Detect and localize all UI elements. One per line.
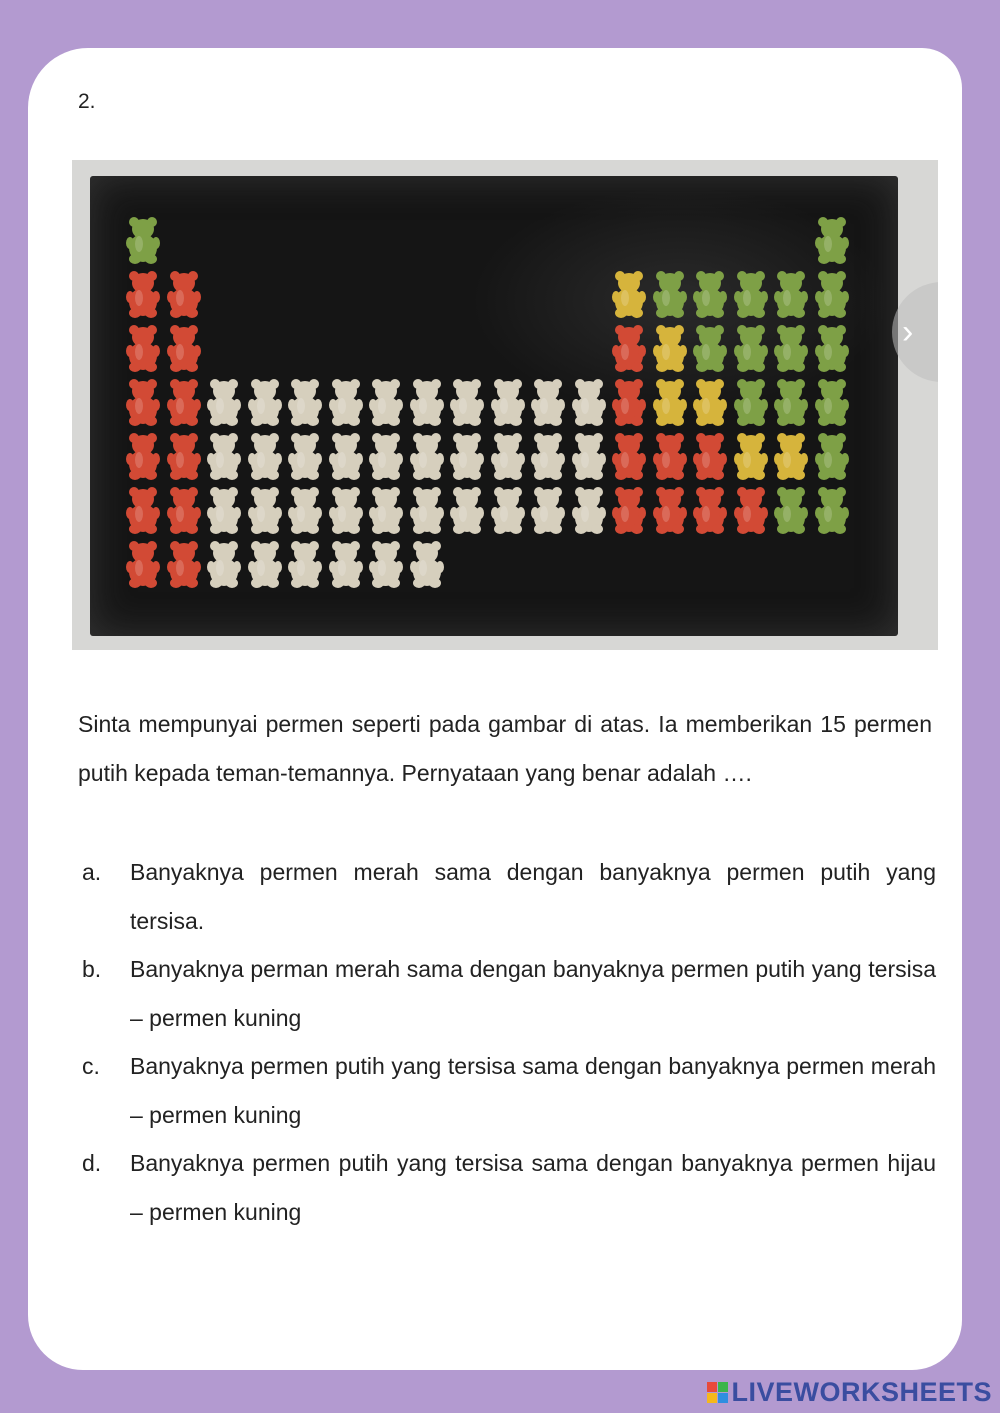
red-gummy-bear [167, 270, 201, 318]
white-gummy-bear [572, 486, 606, 534]
red-gummy-bear [167, 378, 201, 426]
question-text: Sinta mempunyai permen seperti pada gambar di atas. Ia memberikan 15 permen putih kepada teman-temannya. Pernyataan yang benar adalah …. [78, 711, 932, 786]
green-gummy-bear [774, 324, 808, 372]
white-gummy-bear [491, 378, 525, 426]
red-gummy-bear [653, 486, 687, 534]
white-gummy-bear [369, 432, 403, 480]
option-letter: a. [82, 859, 102, 885]
green-gummy-bear [815, 216, 849, 264]
yellow-gummy-bear [693, 378, 727, 426]
red-gummy-bear [126, 270, 160, 318]
white-gummy-bear [288, 378, 322, 426]
next-image-button[interactable] [892, 282, 938, 382]
white-gummy-bear [410, 486, 444, 534]
option-b[interactable] [82, 945, 936, 1042]
green-gummy-bear [774, 486, 808, 534]
yellow-gummy-bear [774, 432, 808, 480]
option-text: Banyaknya permen putih yang tersisa sama dengan banyaknya permen merah – permen kuning [130, 1053, 936, 1128]
red-gummy-bear [693, 486, 727, 534]
white-gummy-bear [207, 432, 241, 480]
yellow-gummy-bear [734, 432, 768, 480]
green-gummy-bear [734, 324, 768, 372]
white-gummy-bear [248, 486, 282, 534]
red-gummy-bear [612, 324, 646, 372]
option-letter: d. [82, 1150, 102, 1176]
option-text: Banyaknya perman merah sama dengan banyaknya permen putih yang tersisa – permen kuning [130, 956, 936, 1031]
white-gummy-bear [248, 432, 282, 480]
white-gummy-bear [288, 432, 322, 480]
white-gummy-bear [572, 432, 606, 480]
option-letter: b. [82, 956, 102, 982]
white-gummy-bear [491, 486, 525, 534]
white-gummy-bear [450, 432, 484, 480]
white-gummy-bear [329, 378, 363, 426]
yellow-gummy-bear [612, 270, 646, 318]
white-gummy-bear [410, 432, 444, 480]
red-gummy-bear [167, 324, 201, 372]
liveworksheets-logo [707, 1377, 992, 1407]
yellow-gummy-bear [653, 324, 687, 372]
white-gummy-bear [288, 540, 322, 588]
white-gummy-bear [288, 486, 322, 534]
logo-text: LIVEWORKSHEETS [731, 1376, 992, 1407]
green-gummy-bear [734, 378, 768, 426]
option-d[interactable] [82, 1139, 936, 1236]
question-number: 2. [78, 90, 96, 113]
green-gummy-bear [126, 216, 160, 264]
white-gummy-bear [369, 378, 403, 426]
red-gummy-bear [126, 324, 160, 372]
green-gummy-bear [815, 378, 849, 426]
option-text: Banyaknya permen merah sama dengan banyaknya permen putih yang tersisa. [130, 859, 936, 934]
white-gummy-bear [410, 378, 444, 426]
white-gummy-bear [531, 378, 565, 426]
green-gummy-bear [774, 270, 808, 318]
white-gummy-bear [329, 432, 363, 480]
red-gummy-bear [612, 378, 646, 426]
white-gummy-bear [248, 540, 282, 588]
white-gummy-bear [369, 486, 403, 534]
green-gummy-bear [734, 270, 768, 318]
green-gummy-bear [815, 486, 849, 534]
white-gummy-bear [450, 486, 484, 534]
red-gummy-bear [126, 378, 160, 426]
yellow-gummy-bear [653, 378, 687, 426]
red-gummy-bear [126, 432, 160, 480]
white-gummy-bear [491, 432, 525, 480]
white-gummy-bear [207, 486, 241, 534]
green-gummy-bear [693, 324, 727, 372]
options-list [82, 848, 936, 1236]
red-gummy-bear [653, 432, 687, 480]
white-gummy-bear [531, 432, 565, 480]
logo-mark-icon [707, 1382, 728, 1403]
red-gummy-bear [693, 432, 727, 480]
red-gummy-bear [612, 486, 646, 534]
white-gummy-bear [450, 378, 484, 426]
option-a[interactable] [82, 848, 936, 945]
green-gummy-bear [774, 378, 808, 426]
white-gummy-bear [329, 540, 363, 588]
red-gummy-bear [734, 486, 768, 534]
option-letter: c. [82, 1053, 100, 1079]
option-text: Banyaknya permen putih yang tersisa sama dengan banyaknya permen hijau – permen kuning [130, 1150, 936, 1225]
option-c[interactable] [82, 1042, 936, 1139]
white-gummy-bear [248, 378, 282, 426]
red-gummy-bear [612, 432, 646, 480]
green-gummy-bear [815, 270, 849, 318]
green-gummy-bear [815, 324, 849, 372]
white-gummy-bear [410, 540, 444, 588]
white-gummy-bear [207, 378, 241, 426]
white-gummy-bear [572, 378, 606, 426]
green-gummy-bear [815, 432, 849, 480]
white-gummy-bear [207, 540, 241, 588]
red-gummy-bear [167, 486, 201, 534]
white-gummy-bear [329, 486, 363, 534]
red-gummy-bear [126, 486, 160, 534]
green-gummy-bear [653, 270, 687, 318]
chevron-right-icon: › [902, 313, 914, 351]
candy-board [90, 176, 898, 636]
red-gummy-bear [167, 540, 201, 588]
white-gummy-bear [369, 540, 403, 588]
red-gummy-bear [167, 432, 201, 480]
red-gummy-bear [126, 540, 160, 588]
white-gummy-bear [531, 486, 565, 534]
green-gummy-bear [693, 270, 727, 318]
candy-photo [72, 160, 938, 650]
